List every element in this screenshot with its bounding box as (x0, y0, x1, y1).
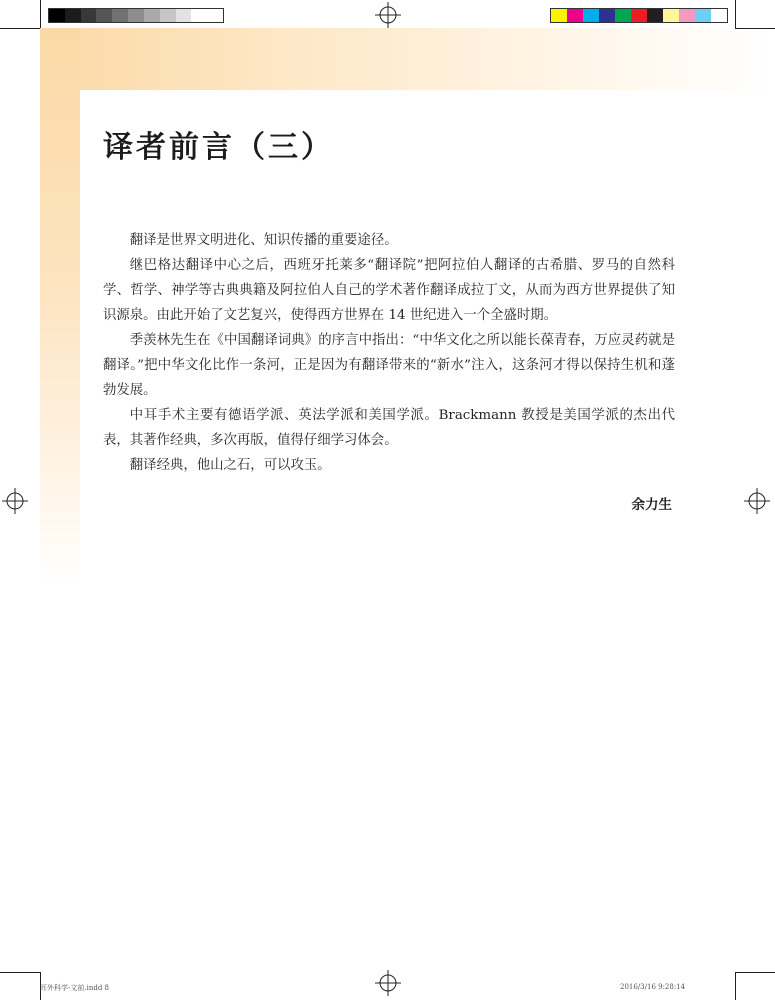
color-swatch (615, 9, 631, 22)
paragraph: 中耳手术主要有德语学派、英法学派和美国学派。Brackmann 教授是美国学派的杰出代表，其著作经典，多次再版，值得仔细学习体会。 (103, 408, 675, 448)
color-swatch (551, 9, 567, 22)
page-area (80, 90, 775, 1000)
paragraph: 季羡林先生在《中国翻译词典》的序言中指出：“中华文化之所以能长葆青春，万应灵药就是翻译。”把中华文化比作一条河，正是因为有翻译带来的“新水”注入，这条河才得以保持生机和蓬勃发展。 (103, 333, 675, 398)
registration-mark-icon (375, 970, 401, 996)
crop-mark (735, 972, 775, 973)
paragraph: 翻译经典，他山之石，可以攻玉。 (129, 458, 331, 473)
color-swatch (583, 9, 599, 22)
crop-mark (735, 0, 736, 28)
color-swatch (663, 9, 679, 22)
crop-mark (735, 972, 736, 1000)
translator-signature: 余力生 (631, 497, 672, 513)
gray-swatch (160, 9, 176, 22)
color-calibration-bar (550, 8, 728, 23)
gray-swatch (65, 9, 81, 22)
orange-header-band (40, 28, 775, 90)
paragraph: 翻译是世界文明进化、知识传播的重要途径。 (129, 233, 398, 248)
crop-mark (40, 0, 41, 28)
color-swatch (599, 9, 615, 22)
gray-swatch (176, 9, 192, 22)
gray-swatch (128, 9, 144, 22)
color-swatch (567, 9, 583, 22)
file-slug: 耳外科学-文前.indd 8 (40, 984, 109, 992)
crop-mark (0, 28, 40, 29)
crop-mark (735, 28, 775, 29)
gray-swatch (81, 9, 97, 22)
gray-swatch (144, 9, 160, 22)
crop-mark (0, 972, 40, 973)
gray-swatch (49, 9, 65, 22)
gray-scale-bar (48, 8, 224, 23)
gray-swatch (96, 9, 112, 22)
timestamp-slug: 2016/3/16 9:28:14 (620, 983, 686, 991)
gray-swatch (191, 9, 207, 22)
gray-swatch (207, 9, 223, 22)
registration-mark-icon (2, 488, 28, 514)
color-swatch (711, 9, 727, 22)
color-swatch (647, 9, 663, 22)
paragraph: 继巴格达翻译中心之后，西班牙托莱多“翻译院”把阿拉伯人翻译的古希腊、罗马的自然科学、哲学、神学等古典典籍及阿拉伯人自己的学术著作翻译成拉丁文，从而为西方世界提供了知识源泉。由此开始了文艺复兴，使得西方世界在 14 世纪进入一个全盛时期。 (103, 258, 675, 323)
orange-side-band (40, 28, 80, 588)
gray-swatch (112, 9, 128, 22)
color-swatch (631, 9, 647, 22)
preface-body (103, 228, 675, 478)
registration-mark-icon (375, 2, 401, 28)
color-swatch (679, 9, 695, 22)
color-swatch (695, 9, 711, 22)
page-title: 译者前言（三） (103, 130, 334, 165)
registration-mark-icon (744, 488, 770, 514)
